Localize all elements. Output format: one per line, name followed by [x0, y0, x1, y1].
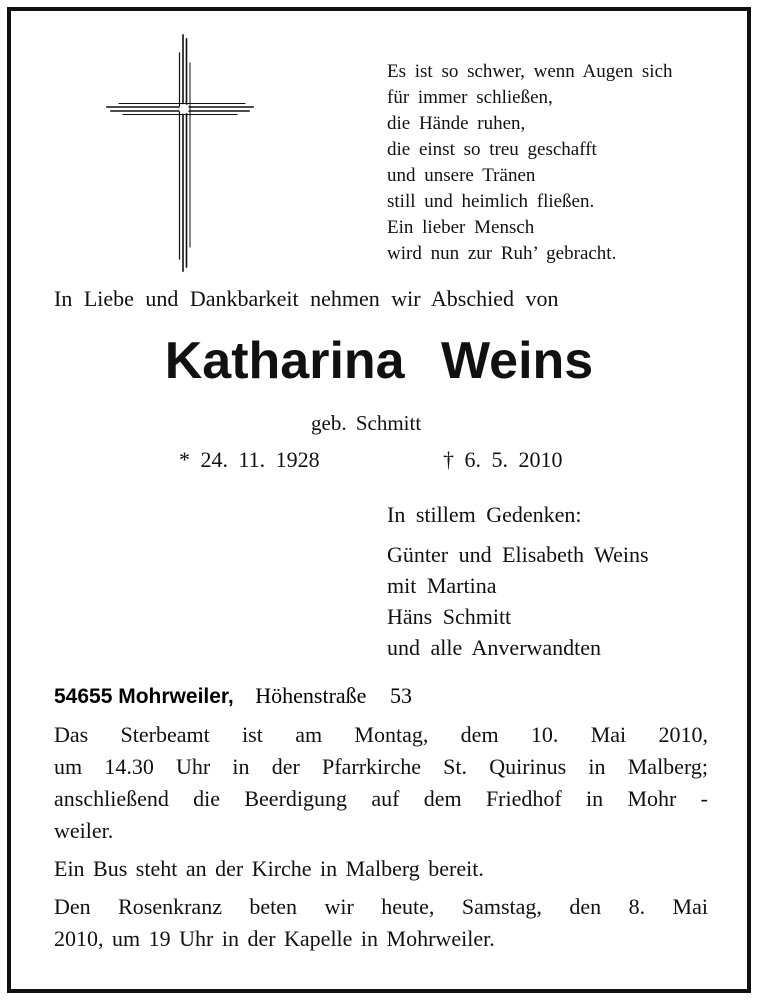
funeral-paragraph [54, 719, 708, 847]
paragraph-line: weiler. [54, 818, 114, 843]
mourner-line: mit Martina [387, 573, 497, 598]
poem-line: für immer schließen, [387, 87, 553, 108]
intro-text: In Liebe und Dankbarkeit nehmen wir Abschied von [54, 286, 559, 311]
address-street: Höhenstraße 53 [255, 683, 412, 708]
address-city: 54655 Mohrweiler, [54, 685, 234, 708]
address [54, 683, 412, 709]
cross-icon [105, 33, 255, 273]
mourners [387, 499, 649, 663]
poem [387, 59, 673, 267]
mourner-line: Günter und Elisabeth Weins [387, 542, 649, 567]
obituary-frame [7, 7, 751, 993]
deceased-name: Katharina Weins [164, 332, 594, 390]
mourner-line: Häns Schmitt [387, 604, 512, 629]
paragraph-line: um 14.30 Uhr in der Pfarrkirche St. Quirinus in Malberg; [54, 754, 708, 779]
poem-line: Ein lieber Mensch [387, 217, 535, 238]
birth-date: * 24. 11. 1928 [179, 447, 320, 472]
rosary-paragraph [54, 891, 708, 955]
mourner-line: und alle Anverwandten [387, 635, 602, 660]
death-date: † 6. 5. 2010 [443, 447, 563, 472]
poem-line: die Hände ruhen, [387, 113, 526, 134]
maiden-name: geb. Schmitt [311, 411, 422, 435]
poem-line: Es ist so schwer, wenn Augen sich [387, 61, 673, 82]
poem-line: die einst so treu geschafft [387, 139, 597, 160]
poem-line: wird nun zur Ruh’ gebracht. [387, 243, 617, 264]
paragraph-line: Das Sterbeamt ist am Montag, dem 10. Mai 2010, [54, 722, 708, 747]
mourners-heading: In stillem Gedenken: [387, 502, 582, 527]
paragraph-line: Den Rosenkranz beten wir heute, Samstag, den 8. Mai [54, 894, 708, 919]
poem-line: still und heimlich fließen. [387, 191, 595, 212]
poem-line: und unsere Tränen [387, 165, 536, 186]
paragraph-line: anschließend die Beerdigung auf dem Friedhof in Mohr - [54, 786, 708, 811]
paragraph-line: Ein Bus steht an der Kirche in Malberg bereit. [54, 856, 484, 881]
paragraph-line: 2010, um 19 Uhr in der Kapelle in Mohrweiler. [54, 926, 495, 951]
bus-paragraph [54, 853, 708, 885]
